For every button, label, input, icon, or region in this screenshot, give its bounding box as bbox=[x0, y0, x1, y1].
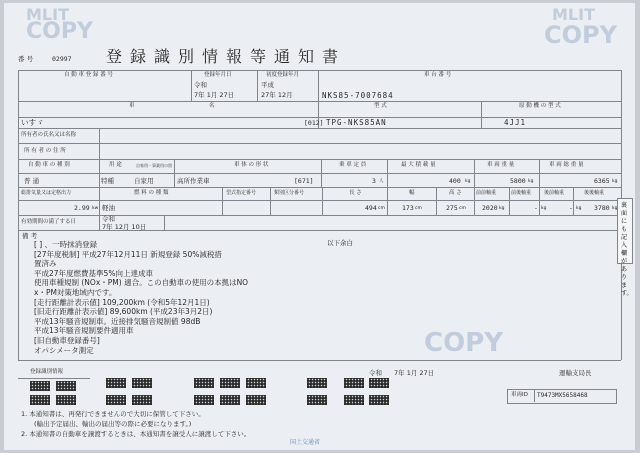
chassis-number-label: 車 台 番 号 bbox=[424, 72, 452, 78]
capacity-label: 乗 車 定 員 bbox=[339, 162, 367, 168]
vehicle-kind-label: 自 動 車 の 種 別 bbox=[28, 162, 70, 168]
remarks-line: 平成13年騒音規制車。近接排気騒音規制値 98dB bbox=[34, 316, 201, 326]
vehicle-id-value: T9473MX5658468 bbox=[537, 392, 588, 399]
first-registration-label: 初度登録年月 bbox=[266, 72, 300, 78]
remarks-line: [旧走行距離計表示値] 89,600km (平成23年3月2日) bbox=[34, 307, 213, 317]
front-front-axle-unit: kg bbox=[499, 206, 505, 211]
watermark-mlit-top: MLIT bbox=[26, 5, 69, 24]
rear-front-axle-unit: kg bbox=[576, 206, 582, 211]
note-1-sub: (輸出予定届出、輸出の届出等の際に必要になります。) bbox=[34, 420, 192, 428]
body-shape-code: [671] bbox=[294, 177, 314, 185]
body-shape-label: 車 体 の 形 状 bbox=[234, 162, 269, 168]
first-registration-value: 27年 12月 bbox=[261, 91, 293, 99]
class-number-label: 類別区分番号 bbox=[274, 190, 305, 196]
rear-front-axle-value: - bbox=[569, 204, 573, 212]
vehicle-kind-value: 普 通 bbox=[24, 177, 40, 185]
note-1: 1. 本通知書は、再発行できませんので大切に保管して下さい。 bbox=[21, 410, 205, 418]
front-rear-axle-label: 前後軸重 bbox=[511, 190, 532, 196]
issue-date-era: 令和 bbox=[369, 369, 382, 377]
length-value: 494 bbox=[365, 204, 377, 212]
width-unit: cm bbox=[415, 206, 422, 211]
gross-weight-value: 6365 bbox=[594, 177, 610, 185]
ministry-name: 国土交通省 bbox=[290, 439, 321, 446]
width-value: 173 bbox=[402, 204, 414, 212]
remarks-line: 平成13年騒音規制要件適用車 bbox=[34, 326, 134, 336]
rear-rear-axle-label: 後後軸重 bbox=[584, 190, 605, 196]
expiry-era: 令和 bbox=[102, 215, 115, 223]
max-load-label: 最 大 積 載 量 bbox=[401, 162, 436, 168]
length-unit: cm bbox=[378, 206, 385, 211]
expiry-value: 7年 12月 10日 bbox=[102, 223, 147, 231]
length-label: 長 さ bbox=[349, 190, 362, 196]
displacement-unit: kw bbox=[92, 206, 99, 211]
watermark-copy-bottom: COPY bbox=[424, 328, 504, 358]
front-front-axle-value: 2020 bbox=[482, 204, 498, 212]
rear-rear-axle-unit: kg bbox=[612, 206, 618, 211]
registration-era: 令和 bbox=[194, 81, 207, 89]
expiry-label: 有効期間の満了する日 bbox=[21, 219, 77, 225]
vehicle-name-label: 名 bbox=[209, 103, 215, 109]
vehicle-id-label: 車両ID bbox=[511, 392, 528, 398]
model-type-code: [012] bbox=[304, 119, 324, 127]
issue-date-value: 7年 1月 27日 bbox=[394, 369, 435, 377]
engine-type-label: 原 動 機 の 型 式 bbox=[519, 103, 561, 109]
note-2: 2. 本通知書の自動車を譲渡するときは、本通知書を譲受人に譲渡して下さい。 bbox=[21, 430, 251, 438]
front-rear-axle-value: - bbox=[534, 204, 538, 212]
use-value: 特種 bbox=[101, 177, 114, 185]
vehicle-weight-label: 車 両 重 量 bbox=[487, 162, 515, 168]
model-type-label: 型 式 bbox=[374, 103, 387, 109]
remarks-line: オパシメータ測定 bbox=[34, 345, 94, 355]
issuing-office: 運輸支局長 bbox=[559, 369, 592, 377]
capacity-value: 3 bbox=[372, 177, 376, 185]
watermark-copy-right: COPY bbox=[544, 21, 617, 49]
width-label: 幅 bbox=[409, 190, 415, 196]
maker-value: いすゞ bbox=[21, 118, 44, 127]
front-front-axle-label: 前前軸重 bbox=[476, 190, 497, 196]
maker-label: 車 bbox=[129, 103, 135, 109]
capacity-unit: 人 bbox=[379, 179, 384, 184]
remarks-line: 使用車種規制 (NOx・PM) 適合。この自動車の使用の本拠はNO bbox=[34, 278, 249, 288]
gross-weight-label: 車 両 総 重 量 bbox=[549, 162, 584, 168]
registration-date-value: 7年 1月 27日 bbox=[194, 91, 235, 99]
vehicle-weight-unit: kg bbox=[528, 179, 534, 184]
max-load-unit: kg bbox=[465, 179, 471, 184]
chassis-number-value: NKS85-7007684 bbox=[322, 91, 394, 100]
number-label: 番 号 bbox=[18, 55, 34, 63]
height-label: 高 さ bbox=[449, 190, 462, 196]
rear-rear-axle-value: 3780 bbox=[594, 204, 610, 212]
side-note-box bbox=[617, 198, 633, 297]
model-type-value: TPG-NKS85AN bbox=[326, 118, 387, 127]
rear-front-axle-label: 後前軸重 bbox=[544, 190, 565, 196]
engine-type-value: 4JJ1 bbox=[504, 118, 527, 127]
use-sub-label: 自家用・事業用の別 bbox=[136, 163, 172, 168]
max-load-value: 400 bbox=[449, 177, 461, 185]
vehicle-weight-value: 5800 bbox=[510, 177, 526, 185]
registration-notice-document bbox=[4, 3, 635, 450]
body-shape-value: 高所作業車 bbox=[177, 177, 210, 185]
number-value: 02997 bbox=[52, 55, 72, 63]
remarks-line: 平成27年度燃費基準5%向上達成車 bbox=[34, 268, 153, 278]
remarks-line: x・PM対策地域内です。 bbox=[34, 288, 117, 297]
remarks-line: [ ] 、一時抹消登録 bbox=[34, 240, 98, 249]
watermark-copy-top: COPY bbox=[26, 19, 93, 44]
gross-weight-unit: kg bbox=[612, 179, 618, 184]
fuel-type-label: 燃 料 の 種 類 bbox=[134, 190, 169, 196]
height-unit: cm bbox=[459, 206, 466, 211]
use-label: 用 途 bbox=[109, 162, 122, 168]
watermark-mlit-right: MLIT bbox=[552, 5, 595, 24]
front-rear-axle-unit: kg bbox=[541, 206, 547, 211]
side-note-text: 裏面にも記入欄があります。 bbox=[621, 202, 633, 297]
model-designation-label: 型式指定番号 bbox=[226, 190, 257, 196]
owner-address-label: 所 有 者 の 住 所 bbox=[24, 148, 66, 154]
identification-info-label: 登録識別情報 bbox=[30, 369, 64, 375]
private-use-value: 自家用 bbox=[134, 177, 154, 185]
remarks-line: [27年度税制] 平成27年12月11日 新規登録 50%減税措 bbox=[34, 249, 222, 259]
remarks-line: [走行距離計表示値] 109,200km (令和5年12月1日) bbox=[34, 297, 210, 307]
fuel-type-value: 軽油 bbox=[102, 204, 115, 212]
displacement-label: 総排気量又は定格出力 bbox=[21, 190, 72, 196]
registration-number-label: 自 動 車 登 録 番 号 bbox=[64, 72, 113, 78]
remarks-line: 置済み bbox=[34, 259, 57, 269]
displacement-value: 2.99 bbox=[74, 204, 90, 212]
first-registration-era: 平成 bbox=[261, 81, 274, 89]
owner-name-label: 所有者の氏名又は名称 bbox=[21, 132, 77, 138]
remarks-line: [旧自動車登録番号] bbox=[34, 336, 100, 345]
height-value: 275 bbox=[446, 204, 458, 212]
registration-date-label: 登録年月日 bbox=[204, 72, 232, 78]
remarks-label: 備 考 bbox=[22, 232, 38, 240]
remarks-right-note: 以下余白 bbox=[327, 239, 353, 247]
document-title: 登録識別情報等通知書 bbox=[106, 47, 347, 66]
